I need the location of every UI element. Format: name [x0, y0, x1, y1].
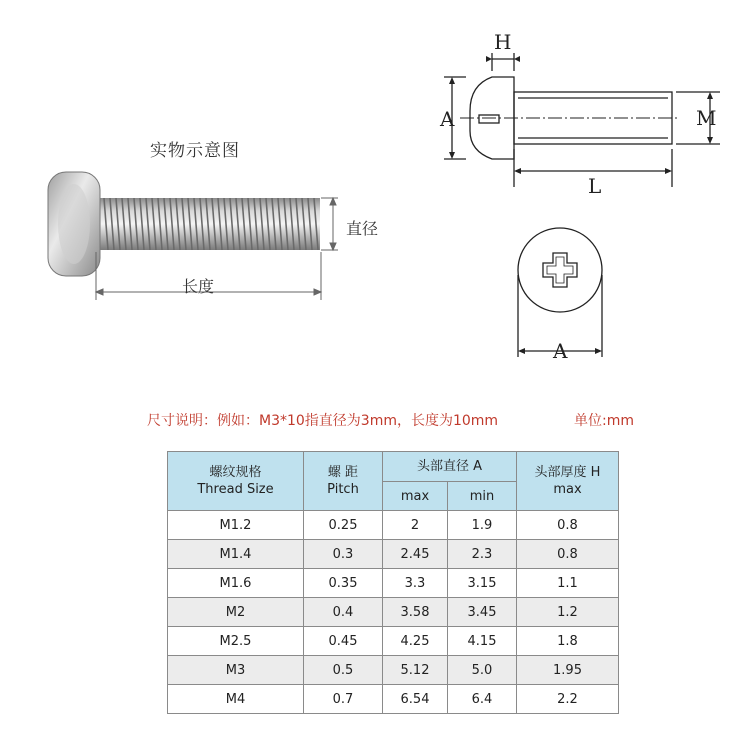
cell-head-dia-max: 2	[383, 511, 448, 540]
diameter-label: 直径	[346, 219, 379, 238]
cell-head-height: 0.8	[517, 511, 619, 540]
cell-thread-size: M2	[168, 598, 304, 627]
cell-head-dia-max: 2.45	[383, 540, 448, 569]
cell-head-height: 1.95	[517, 656, 619, 685]
dim-h-label: H	[494, 30, 512, 54]
cell-head-dia-max: 6.54	[383, 685, 448, 714]
table-row	[168, 511, 619, 540]
side-view-drawing	[430, 25, 730, 215]
cell-pitch: 0.45	[304, 627, 383, 656]
table-row	[168, 685, 619, 714]
cell-thread-size: M1.2	[168, 511, 304, 540]
table-row	[168, 540, 619, 569]
top-view-drawing	[505, 225, 615, 365]
cell-thread-size: M1.6	[168, 569, 304, 598]
dim-a-label: A	[440, 107, 455, 131]
dim-l-label: L	[588, 174, 602, 198]
cell-head-dia-max: 3.3	[383, 569, 448, 598]
table-row	[168, 656, 619, 685]
cell-head-dia-min: 4.15	[448, 627, 517, 656]
header-head-diameter: 头部直径 A	[383, 452, 517, 482]
cell-head-dia-min: 3.15	[448, 569, 517, 598]
cell-head-height: 2.2	[517, 685, 619, 714]
cell-head-height: 1.1	[517, 569, 619, 598]
cell-head-dia-min: 3.45	[448, 598, 517, 627]
cell-thread-size: M4	[168, 685, 304, 714]
cell-pitch: 0.3	[304, 540, 383, 569]
size-note: 尺寸说明：例如：M3*10指直径为3mm，长度为10mm	[147, 413, 499, 429]
header-head-height: 头部厚度 H max	[517, 452, 619, 511]
cell-pitch: 0.25	[304, 511, 383, 540]
cell-head-dia-max: 5.12	[383, 656, 448, 685]
cell-thread-size: M1.4	[168, 540, 304, 569]
cell-thread-size: M3	[168, 656, 304, 685]
dim-a-top-label: A	[553, 339, 568, 363]
cell-head-height: 0.8	[517, 540, 619, 569]
cell-head-dia-min: 6.4	[448, 685, 517, 714]
cell-head-dia-min: 1.9	[448, 511, 517, 540]
cell-head-dia-max: 3.58	[383, 598, 448, 627]
header-pitch: 螺 距 Pitch	[304, 452, 383, 511]
dim-m-label: M	[696, 106, 717, 130]
length-label: 长度	[182, 277, 215, 296]
cell-pitch: 0.4	[304, 598, 383, 627]
table-row	[168, 598, 619, 627]
spec-table	[167, 451, 619, 714]
cell-head-dia-max: 4.25	[383, 627, 448, 656]
header-max: max	[383, 482, 448, 511]
photo-title: 实物示意图	[150, 141, 240, 161]
cell-head-dia-min: 2.3	[448, 540, 517, 569]
cell-head-height: 1.2	[517, 598, 619, 627]
cell-pitch: 0.7	[304, 685, 383, 714]
table-row	[168, 569, 619, 598]
header-thread-size: 螺纹规格 Thread Size	[168, 452, 304, 511]
cell-head-height: 1.8	[517, 627, 619, 656]
cell-pitch: 0.5	[304, 656, 383, 685]
cell-head-dia-min: 5.0	[448, 656, 517, 685]
table-row	[168, 627, 619, 656]
header-min: min	[448, 482, 517, 511]
cell-pitch: 0.35	[304, 569, 383, 598]
cell-thread-size: M2.5	[168, 627, 304, 656]
unit-note: 单位:mm	[574, 413, 634, 429]
